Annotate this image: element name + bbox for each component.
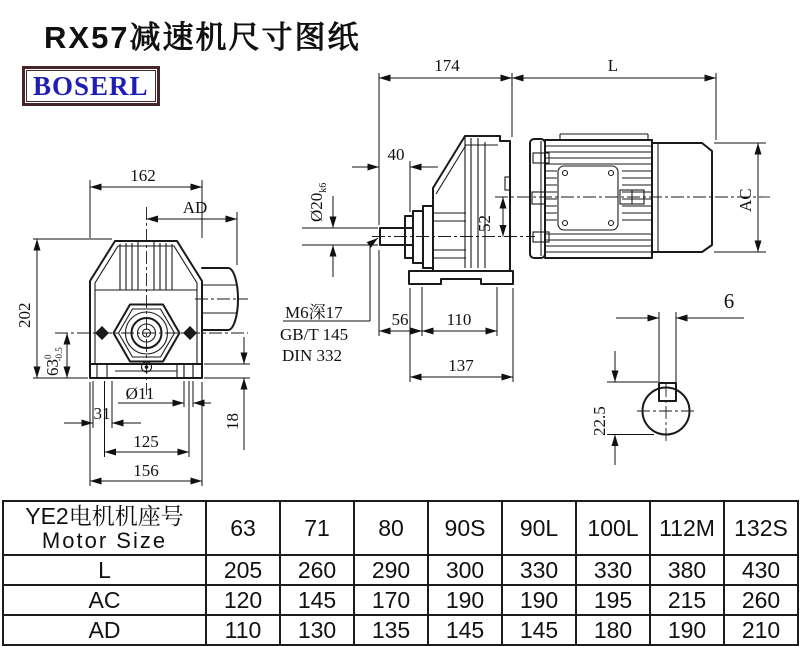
col-63: 63 bbox=[206, 501, 280, 555]
col-71: 71 bbox=[280, 501, 354, 555]
side-view bbox=[280, 56, 770, 382]
motor-fins-right bbox=[622, 171, 651, 220]
dim-202: 202 bbox=[15, 302, 34, 328]
note-din: DIN 332 bbox=[282, 346, 342, 365]
table-header-row bbox=[3, 501, 798, 555]
table-cell: 195 bbox=[576, 585, 650, 615]
dim-52: 52 bbox=[475, 215, 494, 232]
dim-162: 162 bbox=[130, 166, 156, 185]
col-112m: 112M bbox=[650, 501, 724, 555]
dim-63-tol: $63^0-0.5$ bbox=[43, 347, 64, 376]
table-cell: 330 bbox=[502, 555, 576, 585]
table-cell: 170 bbox=[354, 585, 428, 615]
table-cell: 190 bbox=[428, 585, 502, 615]
table-row-l bbox=[3, 555, 798, 585]
dim-174: 174 bbox=[434, 56, 460, 75]
dim-31: 31 bbox=[93, 404, 111, 423]
table-cell: 210 bbox=[724, 615, 798, 645]
shaft-section-view bbox=[590, 289, 744, 465]
flange-slot bbox=[532, 192, 545, 204]
table-cell: 130 bbox=[280, 615, 354, 645]
gearbox-foot bbox=[409, 271, 513, 284]
fan-cowl bbox=[652, 143, 712, 252]
row-label: AC bbox=[3, 585, 206, 615]
cooling-ribs bbox=[120, 242, 172, 290]
nose-steps bbox=[405, 206, 433, 268]
foot-section-hatch-left bbox=[177, 364, 184, 378]
motor-fins-left bbox=[546, 171, 557, 220]
front-view bbox=[15, 166, 250, 486]
dim-18: 18 bbox=[223, 413, 242, 430]
table-cell: 290 bbox=[354, 555, 428, 585]
table-row-ac bbox=[3, 585, 798, 615]
motor-fins-top bbox=[546, 146, 651, 164]
table-cell: 135 bbox=[354, 615, 428, 645]
side-view-dimensions bbox=[280, 56, 766, 382]
col-100l: 100L bbox=[576, 501, 650, 555]
table-cell: 145 bbox=[502, 615, 576, 645]
motor-size-table bbox=[2, 500, 799, 646]
table-cell: 190 bbox=[502, 585, 576, 615]
table-cell: 260 bbox=[724, 585, 798, 615]
dim-156: 156 bbox=[133, 461, 159, 480]
dim-40: 40 bbox=[387, 145, 405, 164]
dim-d20k6: $Ø20_{k6}$ bbox=[307, 182, 329, 222]
table-cell: 300 bbox=[428, 555, 502, 585]
col-132s: 132S bbox=[724, 501, 798, 555]
note-gb: GB/T 145 bbox=[280, 325, 349, 344]
gearbox-ribs bbox=[465, 136, 485, 268]
dim-d11: Ø11 bbox=[125, 384, 155, 403]
table-cell: 380 bbox=[650, 555, 724, 585]
table-cell: 145 bbox=[428, 615, 502, 645]
row-label: AD bbox=[3, 615, 206, 645]
table-row-ad bbox=[3, 615, 798, 645]
table-cell: 145 bbox=[280, 585, 354, 615]
dim-137: 137 bbox=[448, 356, 474, 375]
dim-22-5: 22.5 bbox=[590, 406, 609, 436]
col-90l: 90L bbox=[502, 501, 576, 555]
brand-logo-text: BOSERL bbox=[33, 71, 149, 101]
motor-fins-bottom bbox=[546, 234, 651, 252]
table-cell: 110 bbox=[206, 615, 280, 645]
header-cn: YE2电机机座号 bbox=[25, 503, 184, 529]
dim-56: 56 bbox=[391, 310, 409, 329]
nameplate-screws bbox=[563, 171, 614, 226]
page-title: RX57减速机尺寸图纸 bbox=[44, 20, 361, 55]
header-en: Motor Size bbox=[41, 528, 168, 553]
dim-l: L bbox=[607, 56, 619, 75]
motor-nameplate bbox=[558, 166, 618, 230]
row-label: L bbox=[3, 555, 206, 585]
keyway-slot bbox=[659, 383, 676, 401]
gearbox-fins bbox=[434, 213, 466, 258]
table-cell: 190 bbox=[650, 615, 724, 645]
table-header-cell bbox=[3, 501, 206, 555]
table-cell: 120 bbox=[206, 585, 280, 615]
dim-ad: AD bbox=[182, 198, 208, 217]
section-centerlines bbox=[637, 384, 696, 441]
col-90s: 90S bbox=[428, 501, 502, 555]
note-tap: M6深17 bbox=[285, 303, 343, 322]
dim-110: 110 bbox=[446, 310, 472, 329]
dim-ac: AC bbox=[736, 188, 755, 212]
dim-125: 125 bbox=[133, 432, 159, 451]
table-cell: 205 bbox=[206, 555, 280, 585]
col-80: 80 bbox=[354, 501, 428, 555]
table-cell: 260 bbox=[280, 555, 354, 585]
table-cell: 215 bbox=[650, 585, 724, 615]
table-cell: 180 bbox=[576, 615, 650, 645]
table-cell: 330 bbox=[576, 555, 650, 585]
dim-6: 6 bbox=[723, 289, 735, 313]
table-cell: 430 bbox=[724, 555, 798, 585]
foot-section-hatch-right bbox=[193, 364, 202, 378]
